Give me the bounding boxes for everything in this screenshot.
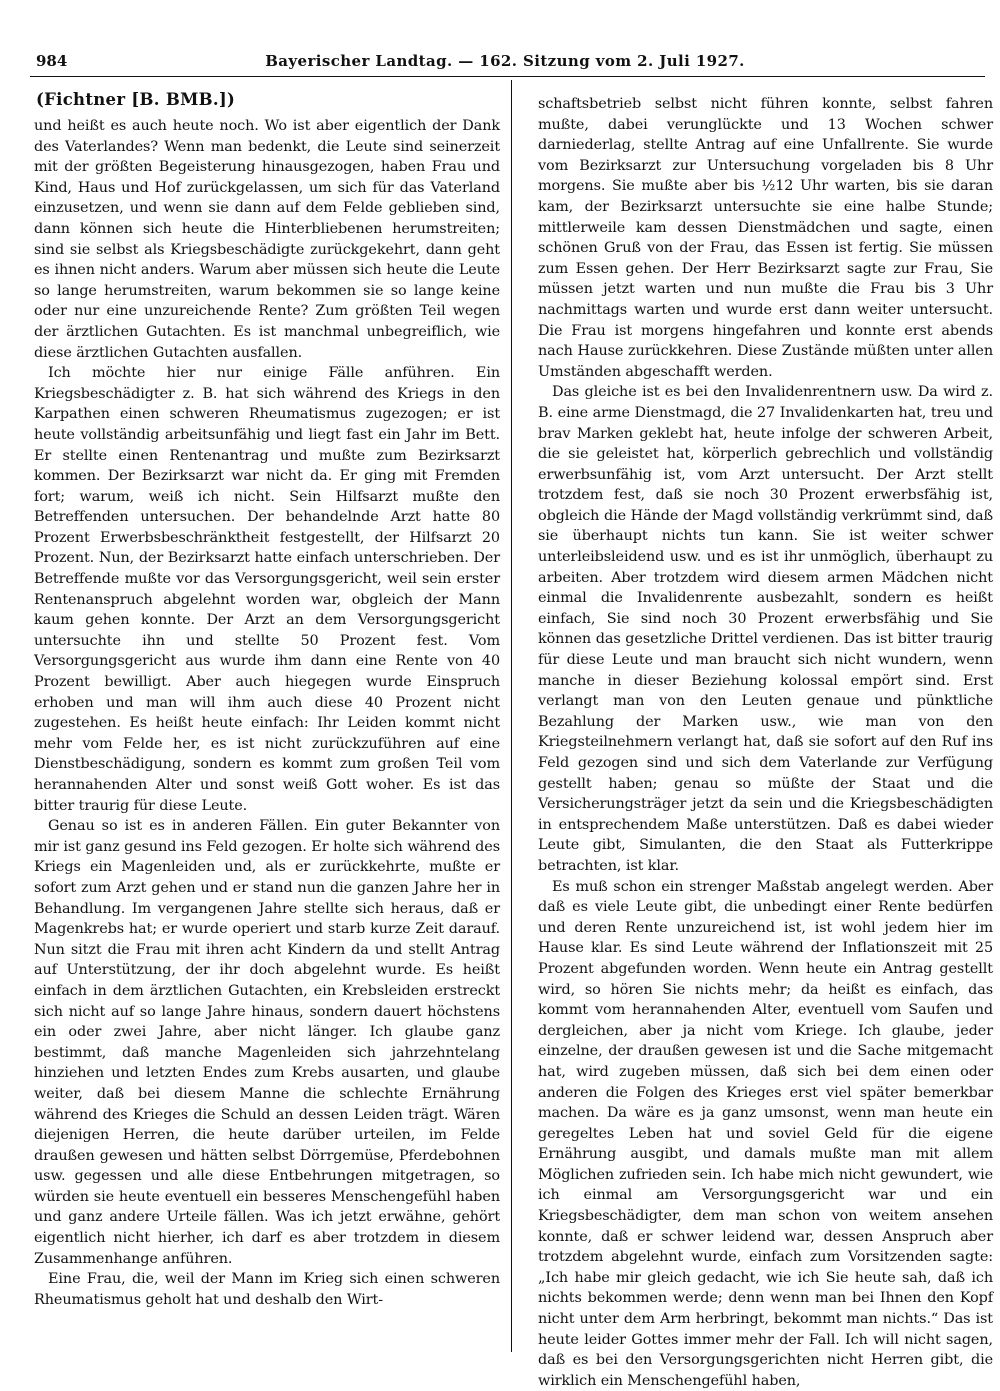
paragraph: schaftsbetrieb selbst nicht führen konnte, selbst fahren mußte, dabei verunglückte und 13 Wochen schwer darniederlag, stellte Antrag auf eine Unfallrente. Sie wurde vom Bezirksarzt zur Untersuchung vorgeladen bis 8 Uhr morgens. Sie mußte aber bis ½12 Uhr warten, bis sie daran kam, der Bezirksarzt untersuchte sie eine halbe Stunde; mittlerweile kam dessen Dienstmädchen und sagte, einen schönen Gruß von der Frau, das Essen ist fertig. Sie müssen zum Essen gehen. Der Herr Bezirksarzt sagte zur Frau, Sie müssen jetzt warten und nun mußte die Frau bis 3 Uhr nachmittags warten und wurde erst dann weiter untersucht. Die Frau ist morgens hingefahren und konnte erst abends nach Hause zurückkehren. Diese Zustände müßten unter allen Umständen abgeschafft werden. (538, 96, 993, 380)
paragraph: Ich möchte hier nur einige Fälle anführen. Ein Kriegsbeschädigter z. B. hat sich während des Kriegs in den Karpathen einen schweren Rheumatismus zugezogen; er ist heute vollständig arbeitsunfähig und liegt fast ein Jahr im Bett. Er stellte einen Rentenantrag und mußte zum Bezirksarzt kommen. Der Bezirksarzt war nicht da. Er ging mit Fremden fort; warum, weiß ich nicht. Sein Hilfsarzt mußte den Betreffenden untersuchen. Der behandelnde Arzt hatte 80 Prozent Erwerbsbeschränktheit festgestellt, der Hilfsarzt 20 Prozent. Nun, der Bezirksarzt hatte einfach unterschrieben. Der Betreffende mußte vor das Versorgungsgericht, weil sein erster Rentenanspruch abgelehnt worden war, obgleich der Mann kaum gehen konnte. Der Arzt an dem Versorgungsgericht untersuchte ihn und stellte 50 Prozent fest. Vom Versorgungsgericht aus wurde ihm dann eine Rente von 40 Prozent bewilligt. Aber auch hiegegen wurde Einspruch erhoben und man will ihm auch diese 40 Prozent nicht zugestehen. Es heißt heute einfach: Ihr Leiden kommt nicht mehr vom Felde her, es ist nicht zurückzuführen auf eine Dienstbeschädigung, sondern es kommt zum großen Teil vom herannahenden Alter und sonst weiß Gott woher. Es ist das bitter traurig für diese Leute. (34, 365, 500, 814)
speaker-name: (Fichtner [B. BMB.]) (36, 90, 236, 109)
paragraph: Eine Frau, die, weil der Mann im Krieg sich einen schweren Rheumatismus geholt hat und deshalb den Wirt- (34, 1271, 500, 1308)
page-header (30, 52, 980, 74)
paragraph: Genau so ist es in anderen Fällen. Ein guter Bekannter von mir ist ganz gesund ins Feld gezogen. Er holte sich während des Kriegs ein Magenleiden und, als er zurückkehrte, mußte er sofort zum Arzt gehen und er stand nun die ganzen Jahre her in Behandlung. Im vergangenen Jahre stellte sich heraus, daß er Magenkrebs hat; er wurde operiert und starb kurze Zeit darauf. Nun sitzt die Frau mit ihren acht Kindern da und stellt Antrag auf Unterstützung, der ihr doch abgelehnt wurde. Es heißt einfach in dem ärztlichen Gutachten, ein Krebsleiden erstreckt sich nicht auf so lange Jahre hinaus, sondern dauert höchstens ein oder zwei Jahre, aber nicht länger. Ich glaube ganz bestimmt, daß manche Magenleiden sich jahrzehntelang hinziehen und letzten Endes zum Krebs ausarten, und glaube weiter, daß bei diesem Manne die schlechte Ernährung während des Krieges die Schuld an dessen Leiden trägt. Wären diejenigen Herren, die heute darüber urteilen, im Felde draußen gewesen und hätten selbst Dörrgemüse, Pferdebohnen usw. gegessen und alle diese Entbehrungen mitgetragen, so würden sie heute eventuell ein besseres Menschengefühl haben und ganz andere Urteile fällen. Was ich jetzt erwähne, gehört eigentlich nicht hierher, ich darf es aber trotzdem in diesem Zusammenhange anführen. (34, 818, 500, 1267)
paragraph: Das gleiche ist es bei den Invalidenrentnern usw. Da wird z. B. eine arme Dienstmagd, die 27 Invalidenkarten hat, treu und brav Marken geklebt hat, heute infolge der schweren Arbeit, die sie geleistet hat, körperlich gebrechlich und vollständig erwerbsunfähig ist, vom Arzt untersucht. Der Arzt stellt trotzdem fest, daß sie noch 30 Prozent erwerbsfähig ist, obgleich die Hände der Magd vollständig verkrümmt sind, daß sie überhaupt nichts tun kann. Sie ist weiter schwer unterleibsleidend usw. und es ist ihr unmöglich, überhaupt zu arbeiten. Aber trotzdem wird diesem armen Mädchen nicht einmal die Invalidenrente ausbezahlt, sondern es heißt einfach, Sie sind noch 30 Prozent erwerbsfähig und Sie können das gesetzliche Drittel verdienen. Das ist bitter traurig für diese Leute und man braucht sich nicht wundern, wenn manche in dieser Beziehung kolossal empört sind. Erst verlangt man von den Leuten genaue und pünktliche Bezahlung der Marken usw., wie man von den Kriegsteilnehmern verlangt hat, daß sie sofort auf den Ruf ins Feld gezogen sind und sich dem Vaterlande zur Verfügung gestellt haben; genau so müßte der Staat und die Versicherungsträger jetzt da sein und die Kriegsbeschädigten in entsprechendem Maße unterstützen. Daß es dabei wieder Leute gibt, Simulanten, die den Staat als Futterkrippe betrachten, ist klar. (538, 384, 993, 874)
left-column (34, 88, 500, 1310)
column-divider (511, 80, 512, 1352)
right-column (538, 94, 993, 1391)
running-head: Bayerischer Landtag. — 162. Sitzung vom 2. Juli 1927. (265, 52, 745, 70)
header-rule (30, 76, 985, 77)
paragraph: und heißt es auch heute noch. Wo ist aber eigentlich der Dank des Vaterlandes? Wenn man bedenkt, die Leute sind seinerzeit mit der größten Begeisterung hinausgezogen, haben Frau und Kind, Haus und Hof zurückgelassen, um sich für das Vaterland einzusetzen, und wenn sie dann auf dem Felde geblieben sind, dann können sich heute die Hinterbliebenen herumstreiten; sind sie selbst als Kriegsbeschädigte zurückgekehrt, dann geht es ihnen nicht anders. Warum aber müssen sich heute die Leute so lange herumstreiten, warum bekommen sie so lange keine oder nur eine unzureichende Rente? Zum größten Teil wegen der ärztlichen Gutachten. Es ist manchmal unbegreiflich, wie diese ärztlichen Gutachten ausfallen. (34, 118, 500, 361)
paragraph: Es muß schon ein strenger Maßstab angelegt werden. Aber daß es viele Leute gibt, die unbedingt einer Rente bedürfen und deren Rente unzureichend ist, ist wohl jedem hier im Hause klar. Es sind Leute während der Inflationszeit mit 25 Prozent abgefunden worden. Wenn heute ein Antrag gestellt wird, so hören Sie nichts mehr; da heißt es einfach, das kommt vom herannahenden Alter, eventuell vom Saufen und dergleichen, aber ja nicht vom Kriege. Ich glaube, jeder einzelne, der draußen gewesen ist und die Sache mitgemacht hat, wird zugeben müssen, daß sich bei dem einen oder anderen die Folgen des Krieges erst viel später bemerkbar machen. Da wäre es ja ganz umsonst, wenn man heute ein geregeltes Leben hat und soviel Geld für die eigene Ernährung ausgibt, und damals mußte man mit allem Möglichen zufrieden sein. Ich habe mich nicht gewundert, wie ich einmal am Versorgungsgericht war und ein Kriegsbeschädigter, dem man schon von weitem ansehen konnte, daß er schwer leidend war, dessen Anspruch aber trotzdem abgelehnt wurde, einfach zum Vorsitzenden sagte: „Ich habe mir gleich gedacht, wie ich Sie heute sah, daß ich nichts bekommen werde; denn wenn man bei Ihnen den Kopf nicht unter dem Arm herbringt, bekommt man nichts.“ Das ist heute leider Gottes immer mehr der Fall. Ich will nicht sagen, daß es bei den Versorgungsgerichten nicht Herren gibt, die wirklich ein Menschengefühl haben, (538, 878, 993, 1389)
page-number: 984 (36, 52, 68, 70)
